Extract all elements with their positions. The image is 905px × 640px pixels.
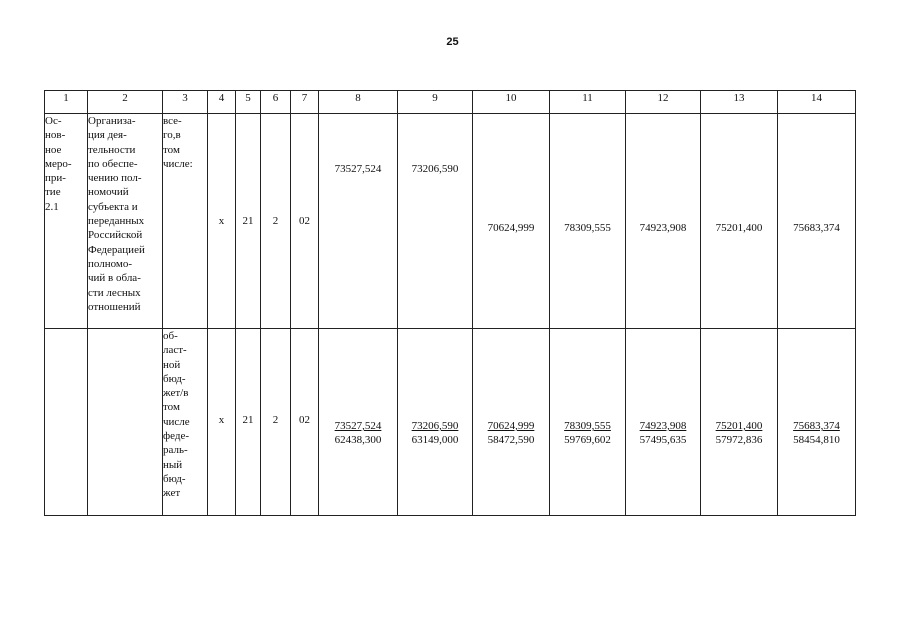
header-cell: 9 [398,91,473,114]
value-cell: 78309,555 [550,114,626,329]
page-number: 25 [446,36,459,48]
value-cell [550,329,626,516]
activity-name-cell: Организа- ция дея- тельности по обеспе- чению пол- номочий субъекта и переданных Российской Федерацией полномо- чий в обла- сти лесных отношений [88,114,163,329]
budget-table [44,90,856,516]
code-cell: 02 [291,329,319,516]
value-cell: 73206,590 [398,114,473,329]
activity-number-cell: Ос- нов- ное меро- при- тие 2.1 [45,114,88,329]
code-cell: 2 [261,114,291,329]
code-cell: 02 [291,114,319,329]
value-cell [626,329,701,516]
federal-amount: 58454,810 [793,434,840,447]
code-cell: х [208,329,236,516]
code-cell: х [208,114,236,329]
header-row [45,91,856,114]
empty-cell [88,329,163,516]
regional-total: 75201,400 [715,420,763,432]
value-cell: 75683,374 [778,114,856,329]
funding-source-cell: все- го,в том числе: [163,114,208,329]
regional-total: 73206,590 [411,420,459,432]
regional-total: 78309,555 [564,420,611,432]
federal-amount: 57495,635 [639,434,687,447]
header-cell: 10 [473,91,550,114]
code-cell: 21 [236,114,261,329]
header-cell: 14 [778,91,856,114]
value-cell [398,329,473,516]
empty-cell [45,329,88,516]
header-cell: 11 [550,91,626,114]
header-cell: 8 [319,91,398,114]
regional-total: 75683,374 [793,420,840,432]
federal-amount: 59769,602 [564,434,611,447]
header-cell: 5 [236,91,261,114]
table-row [45,114,856,329]
header-cell: 7 [291,91,319,114]
value-cell: 73527,524 [319,114,398,329]
value-cell [473,329,550,516]
funding-source-cell: об- ласт- ной бюд- жет/в том числе феде- раль- ный бюд- жет [163,329,208,516]
federal-amount: 63149,000 [411,434,459,447]
header-cell: 12 [626,91,701,114]
header-cell: 1 [45,91,88,114]
code-cell: 21 [236,329,261,516]
federal-amount: 58472,590 [487,434,535,447]
regional-total: 73527,524 [334,420,382,432]
federal-amount: 57972,836 [715,434,763,447]
federal-amount: 62438,300 [334,434,382,447]
header-cell: 3 [163,91,208,114]
code-cell: 2 [261,329,291,516]
regional-total: 74923,908 [639,420,687,432]
header-cell: 13 [701,91,778,114]
header-cell: 6 [261,91,291,114]
value-cell [701,329,778,516]
value-cell: 75201,400 [701,114,778,329]
value-cell: 74923,908 [626,114,701,329]
table-row [45,329,856,516]
header-cell: 4 [208,91,236,114]
value-cell [778,329,856,516]
header-cell: 2 [88,91,163,114]
value-cell: 70624,999 [473,114,550,329]
value-cell [319,329,398,516]
regional-total: 70624,999 [487,420,535,432]
